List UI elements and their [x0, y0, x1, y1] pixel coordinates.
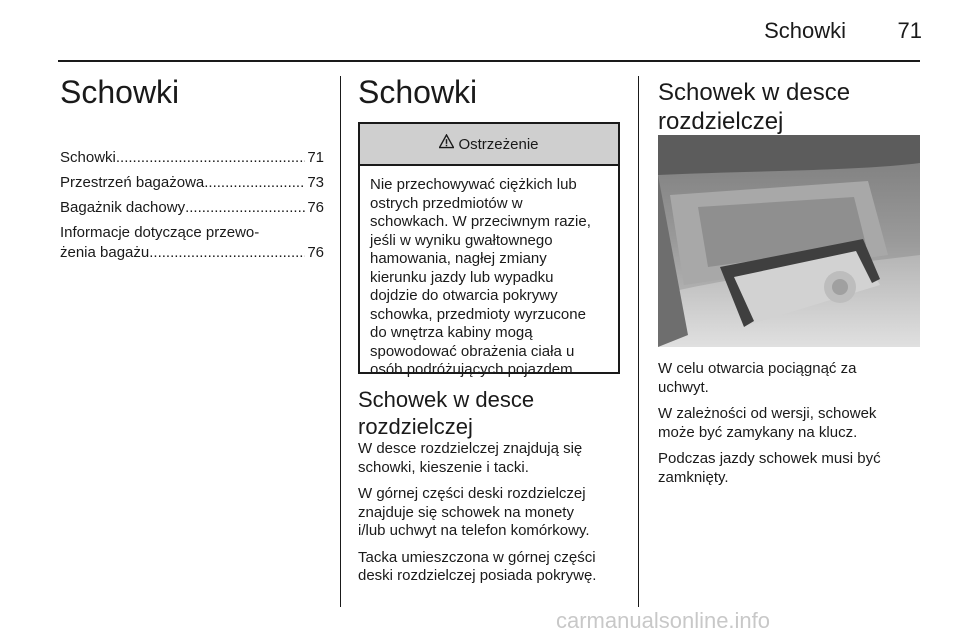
subsection-heading-line2: rozdzielczej [358, 414, 473, 439]
toc-entry[interactable] [60, 148, 324, 168]
text-line: może być zamykany na klucz. [658, 423, 858, 441]
paragraph [358, 485, 626, 541]
body-text [358, 440, 626, 594]
table-of-contents [60, 148, 324, 268]
text-line: W zależności od wersji, schowek [658, 405, 877, 422]
glovebox-text [658, 360, 920, 495]
toc-leader [149, 243, 305, 263]
warning-line: schowkach. W przeciwnym razie, [370, 213, 591, 230]
text-line: Podczas jazdy schowek musi być [658, 450, 881, 467]
paragraph [658, 405, 920, 442]
glovebox-heading-line2: rozdzielczej [658, 108, 784, 135]
watermark: carmanualsonline.info [556, 608, 771, 633]
warning-line: osób podróżujących pojazdem. [370, 361, 577, 378]
toc-leader [204, 173, 305, 193]
toc-leader [185, 198, 305, 218]
toc-entry-page: 76 [307, 244, 324, 261]
warning-box [358, 122, 620, 378]
toc-entry[interactable] [60, 223, 324, 263]
text-line: deski rozdzielczej posiada pokrywę. [358, 567, 597, 584]
subsection-heading-line1: Schowek w desce [358, 387, 535, 412]
paragraph [358, 549, 626, 586]
toc-entry[interactable] [60, 198, 324, 218]
chapter-title: Schowki [60, 74, 180, 110]
warning-triangle-icon [439, 134, 454, 154]
warning-line: jeśli w wyniku gwałtownego [370, 231, 553, 249]
text-line: schowki, kieszenie i tacki. [358, 458, 529, 476]
warning-text [360, 166, 618, 380]
text-line: zamknięty. [658, 468, 729, 486]
paragraph [658, 360, 920, 397]
warning-line: schowka, przedmioty wyrzucone [370, 305, 586, 323]
warning-heading: Ostrzeżenie [458, 135, 539, 153]
paragraph [358, 440, 626, 477]
warning-header [360, 124, 618, 166]
text-line: Tacka umieszczona w górnej części [358, 548, 596, 566]
warning-line: do wnętrza kabiny mogą [370, 324, 533, 341]
glovebox-heading [658, 78, 920, 136]
paragraph [658, 450, 920, 487]
toc-entry-label: Schowki [60, 149, 116, 166]
toc-entry[interactable] [60, 173, 324, 193]
text-line: W górnej części deski rozdzielczej [358, 485, 586, 502]
toc-entry-label-line1: Informacje dotyczące przewo- [60, 224, 260, 241]
warning-line: ostrych przedmiotów w [370, 194, 523, 212]
warning-line: dojdzie do otwarcia pokrywy [370, 287, 558, 304]
section-title: Schowki [358, 74, 478, 110]
glovebox-heading-line1: Schowek w desce [658, 79, 851, 106]
warning-line: hamowania, nagłej zmiany [370, 250, 547, 267]
glovebox-photo [658, 135, 920, 347]
toc-entry-label: Bagażnik dachowy [60, 199, 186, 216]
text-line: i/lub uchwyt na telefon komórkowy. [358, 522, 590, 539]
subsection-heading [358, 386, 628, 440]
toc-entry-page: 76 [307, 199, 324, 216]
page-number: 71 [897, 18, 922, 43]
warning-line: spowodować obrażenia ciała u [370, 342, 575, 360]
toc-leader [116, 148, 305, 168]
toc-entry-label: Przestrzeń bagażowa [60, 174, 205, 191]
toc-entry-label-line2: żenia bagażu [60, 244, 150, 261]
toc-entry-page: 73 [307, 174, 324, 191]
column-divider-1 [340, 76, 341, 607]
text-line: uchwyt. [658, 378, 709, 396]
text-line: znajduje się schowek na monety [358, 503, 574, 521]
text-line: W desce rozdzielczej znajdują się [358, 440, 583, 457]
warning-line: kierunku jazdy lub wypadku [370, 268, 554, 286]
text-line: W celu otwarcia pociągnąć za [658, 360, 857, 377]
column-divider-2 [638, 76, 639, 607]
header-section-title: Schowki [764, 18, 846, 43]
warning-line: Nie przechowywać ciężkich lub [370, 176, 577, 193]
toc-entry-page: 71 [307, 149, 324, 166]
header-rule [58, 60, 920, 62]
